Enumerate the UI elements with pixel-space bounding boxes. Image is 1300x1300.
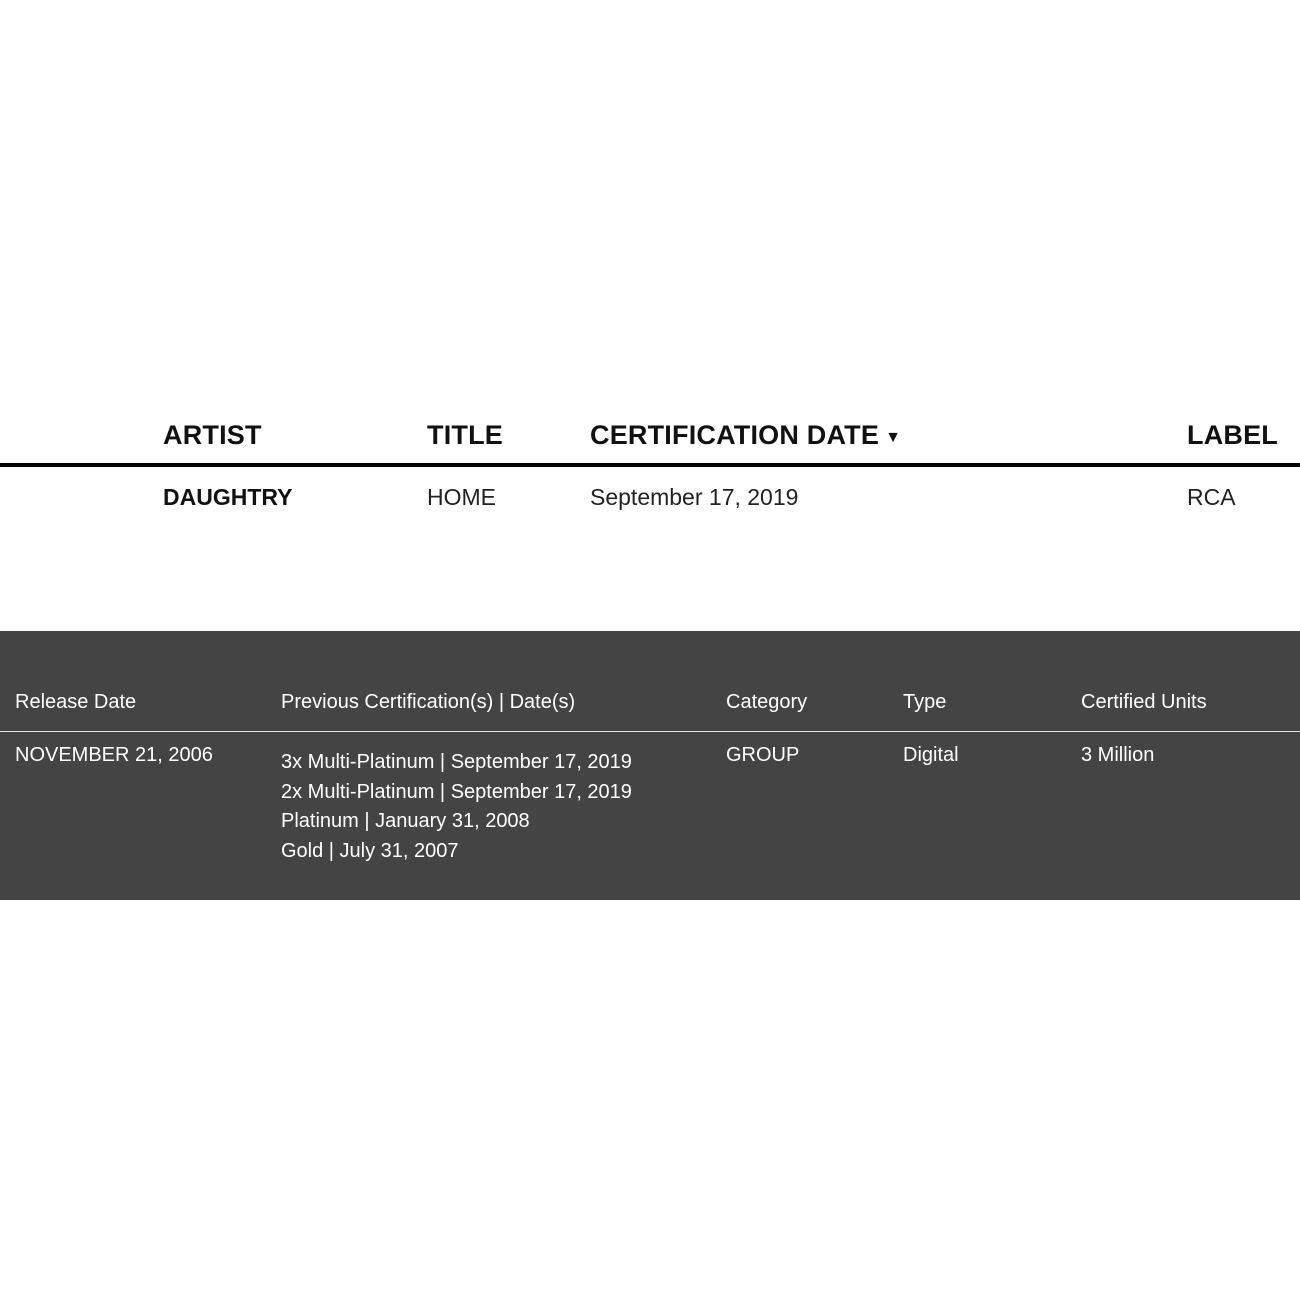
detail-header-previous-certifications: Previous Certification(s) | Date(s) [281,691,576,713]
previous-certification-item: Platinum | January 31, 2008 [281,810,530,832]
row-artist: DAUGHTRY [163,484,293,510]
column-header-artist-label: ARTIST [163,420,262,450]
column-header-certification-date[interactable] [590,420,901,451]
caret-down-icon[interactable]: ▼ [885,429,902,446]
column-header-title-label: TITLE [427,420,503,450]
column-header-title[interactable] [427,420,503,451]
certification-details-panel [0,631,1300,900]
detail-header-release-date: Release Date [15,691,137,713]
previous-certification-item: Gold | July 31, 2007 [281,839,459,862]
row-certification-date: September 17, 2019 [590,484,799,510]
detail-type: Digital [903,744,959,766]
detail-category: GROUP [726,744,800,766]
column-header-label-label: LABEL [1187,420,1278,450]
detail-header-certified-units: Certified Units [1081,691,1207,713]
previous-certification-item: 2x Multi-Platinum | September 17, 2019 [281,780,632,803]
header-divider [0,463,1300,467]
previous-certification-item: 3x Multi-Platinum | September 17, 2019 [281,751,632,773]
column-header-artist[interactable] [163,420,262,451]
row-label: RCA [1187,484,1236,510]
previous-certifications-list [281,744,632,870]
detail-certified-units: 3 Million [1081,744,1155,766]
detail-header-type: Type [903,691,947,713]
detail-divider [0,731,1300,732]
detail-header-category: Category [726,691,808,713]
row-title: HOME [427,484,496,510]
detail-release-date: NOVEMBER 21, 2006 [15,744,213,766]
column-header-label[interactable] [1187,420,1278,451]
column-header-certification-date-label: CERTIFICATION DATE [590,420,880,450]
